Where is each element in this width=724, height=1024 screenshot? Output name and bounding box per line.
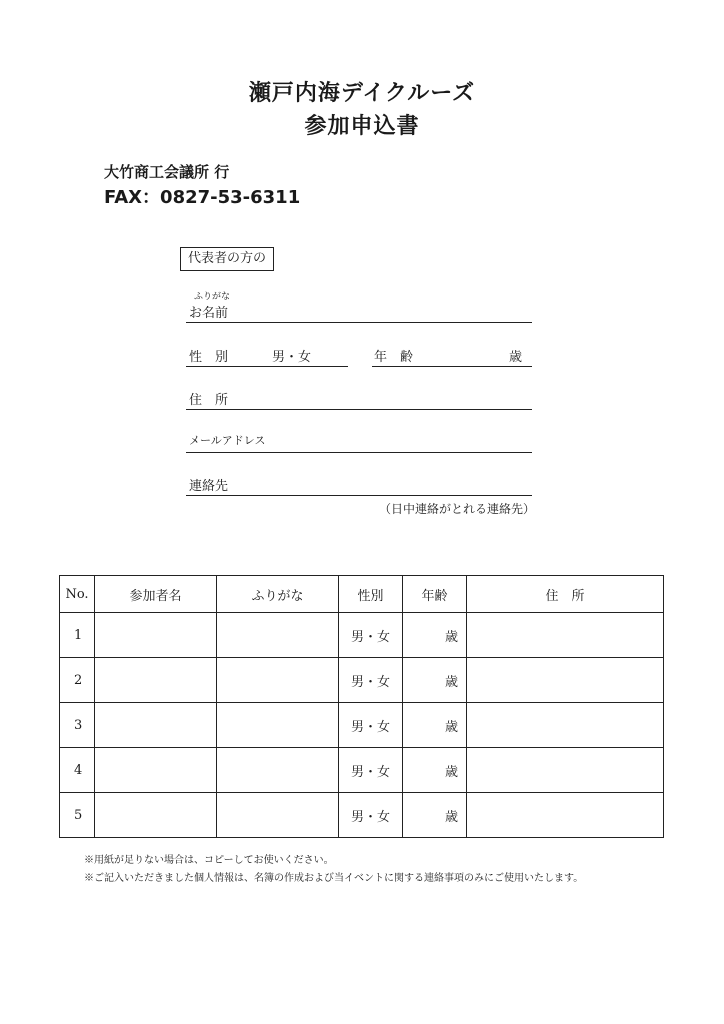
gender-options[interactable]: 男・女 <box>272 350 312 365</box>
recipient-fax: FAX：0827-53-6311 <box>104 187 301 208</box>
participant-name-cell[interactable] <box>95 748 217 793</box>
table-row <box>60 613 664 658</box>
address-cell[interactable] <box>467 748 664 793</box>
representative-label-box: 代表者の方の <box>180 247 274 271</box>
participant-name-cell[interactable] <box>95 613 217 658</box>
header-participant-name: 参加者名 <box>95 576 217 613</box>
address-field-line[interactable] <box>186 409 532 410</box>
furigana-cell[interactable] <box>217 748 339 793</box>
header-furigana: ふりがな <box>217 576 339 613</box>
age-cell[interactable]: 歳 <box>403 703 467 748</box>
row-number: 1 <box>60 613 95 658</box>
form-subtitle: 参加申込書 <box>304 113 420 139</box>
header-no: No. <box>60 576 95 613</box>
gender-label: 性 別 <box>189 350 229 365</box>
address-cell[interactable] <box>467 658 664 703</box>
email-label: メールアドレス <box>189 434 266 447</box>
contact-label: 連絡先 <box>189 479 229 494</box>
participant-name-cell[interactable] <box>95 793 217 838</box>
sex-cell[interactable]: 男・女 <box>339 703 403 748</box>
table-row <box>60 658 664 703</box>
table-row <box>60 748 664 793</box>
table-row <box>60 793 664 838</box>
email-field-line[interactable] <box>186 452 532 453</box>
sex-cell[interactable]: 男・女 <box>339 748 403 793</box>
contact-field-line[interactable] <box>186 495 532 496</box>
furigana-label: ふりがな <box>194 292 231 302</box>
participant-name-cell[interactable] <box>95 658 217 703</box>
participants-table <box>59 575 664 838</box>
recipient-name: 大竹商工会議所 行 <box>104 163 230 181</box>
table-row <box>60 703 664 748</box>
age-cell[interactable]: 歳 <box>403 748 467 793</box>
furigana-cell[interactable] <box>217 613 339 658</box>
age-cell[interactable]: 歳 <box>403 613 467 658</box>
address-cell[interactable] <box>467 613 664 658</box>
header-address: 住 所 <box>467 576 664 613</box>
contact-note: （日中連絡がとれる連絡先） <box>378 502 535 516</box>
form-title: 瀬戸内海デイクルーズ <box>248 80 476 106</box>
age-unit: 歳 <box>509 350 523 365</box>
age-field-line[interactable] <box>372 366 532 367</box>
sex-cell[interactable]: 男・女 <box>339 793 403 838</box>
footnote-privacy: ※ご記入いただきました個人情報は、名簿の作成および当イベントに関する連絡事項のみにご使用いたします。 <box>84 873 584 884</box>
header-sex: 性別 <box>339 576 403 613</box>
row-number: 4 <box>60 748 95 793</box>
participant-name-cell[interactable] <box>95 703 217 748</box>
address-label: 住 所 <box>189 393 229 408</box>
age-cell[interactable]: 歳 <box>403 658 467 703</box>
row-number: 3 <box>60 703 95 748</box>
address-cell[interactable] <box>467 793 664 838</box>
age-label: 年 齢 <box>374 350 414 365</box>
address-cell[interactable] <box>467 703 664 748</box>
name-field-line[interactable] <box>186 322 532 323</box>
header-age: 年齢 <box>403 576 467 613</box>
furigana-cell[interactable] <box>217 658 339 703</box>
name-label: お名前 <box>189 306 229 321</box>
row-number: 2 <box>60 658 95 703</box>
sex-cell[interactable]: 男・女 <box>339 658 403 703</box>
sex-cell[interactable]: 男・女 <box>339 613 403 658</box>
furigana-cell[interactable] <box>217 793 339 838</box>
age-cell[interactable]: 歳 <box>403 793 467 838</box>
row-number: 5 <box>60 793 95 838</box>
gender-field-line <box>186 366 348 367</box>
furigana-cell[interactable] <box>217 703 339 748</box>
table-header-row <box>60 576 664 613</box>
footnote-copy: ※用紙が足りない場合は、コピーしてお使いください。 <box>84 855 334 866</box>
